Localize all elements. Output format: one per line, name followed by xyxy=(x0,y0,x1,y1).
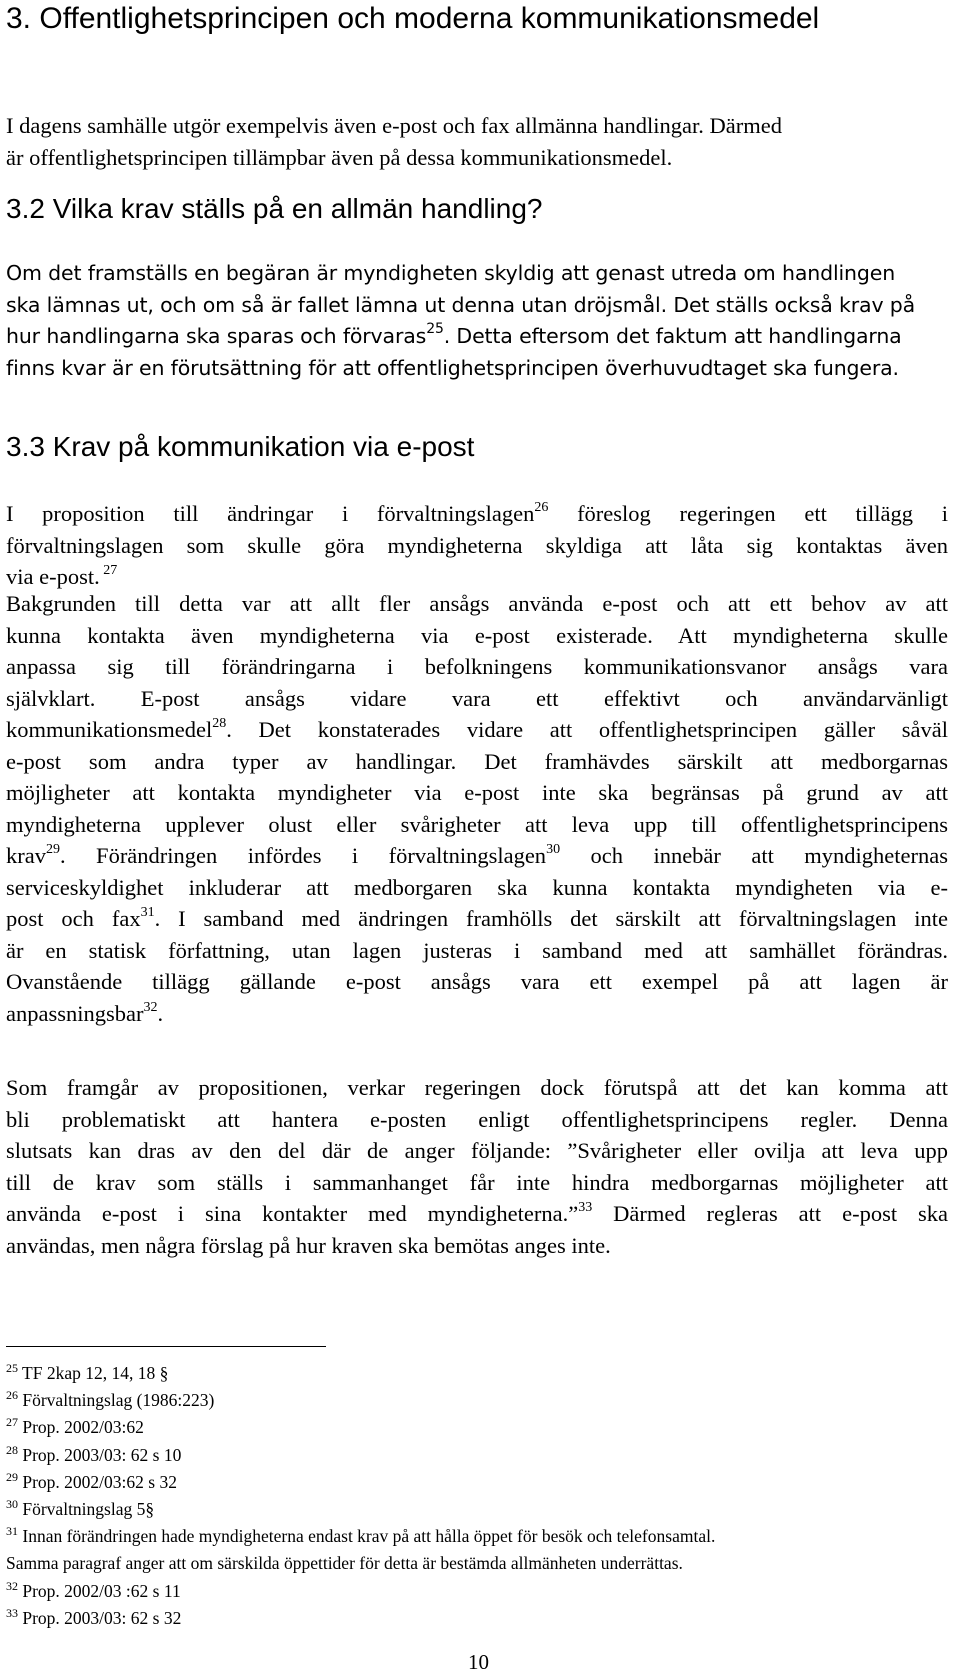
paragraph-line: Som framgår av propositionen, verkar regeringen dock förutspå att det kan komma att xyxy=(6,1075,948,1100)
paragraph-line: finns kvar är en förutsättning för att offentlighetsprincipen överhuvudtaget ska fungera. xyxy=(6,355,899,380)
footnote-text: Prop. 2002/03:62 xyxy=(18,1417,144,1438)
footnote-ref-33[interactable]: 33 xyxy=(578,1200,593,1215)
footnote-number: 25 xyxy=(6,1361,18,1375)
footnote-text: Prop. 2002/03:62 s 32 xyxy=(18,1471,177,1492)
text-run: . Detta eftersom det faktum att handlingarna xyxy=(443,324,902,348)
footnote-ref-32[interactable]: 32 xyxy=(143,999,158,1015)
section-3-3-paragraph-3 xyxy=(6,1072,948,1261)
paragraph-line: Bakgrunden till detta var att allt fler ansågs använda e-post och att ett behov av att xyxy=(6,591,948,616)
paragraph-line xyxy=(6,714,948,746)
footnote-item xyxy=(6,1442,946,1469)
footnote-ref-25[interactable]: 25 xyxy=(426,321,444,337)
footnote-separator xyxy=(6,1346,326,1347)
intro-line: är offentlighetsprincipen tillämpbar även på dessa kommunikationsmedel. xyxy=(6,144,673,170)
footnote-number: 29 xyxy=(6,1469,18,1484)
paragraph-line: Ovanstående tillägg gällande e-post ansågs vara ett exempel på att lagen är xyxy=(6,969,948,994)
footnote-number: 26 xyxy=(6,1388,18,1403)
text-run: . Det konstaterades vidare att offentlighetsprincipen gäller såväl xyxy=(226,717,948,742)
footnote-text: Samma paragraf anger att om särskilda öppettider för detta är bestämda allmänheten underrättas. xyxy=(6,1553,683,1574)
chapter-heading: 3. Offentlighetsprincipen och moderna kommunikationsmedel xyxy=(6,2,820,35)
paragraph-line: användas, men några förslag på hur kraven ska bemötas anges inte. xyxy=(6,1232,611,1258)
intro-paragraph xyxy=(6,110,948,173)
paragraph-line: anpassa sig till förändringarna i befolkningens kommunikationsvanor ansågs vara xyxy=(6,654,948,679)
footnote-item xyxy=(6,1387,946,1414)
text-run: Det ställs också krav på xyxy=(666,292,916,317)
footnote-text: Förvaltningslag (1986:223) xyxy=(18,1390,215,1411)
footnote-item xyxy=(6,1605,946,1632)
footnote-item xyxy=(6,1578,946,1605)
footnote-item xyxy=(6,1414,946,1441)
paragraph-line xyxy=(6,840,948,872)
footnote-text: Förvaltningslag 5§ xyxy=(18,1499,155,1520)
footnote-number: 28 xyxy=(6,1442,18,1457)
paragraph-line xyxy=(6,290,948,322)
footnote-ref-30[interactable]: 30 xyxy=(546,842,561,857)
section-heading-3-3: 3.3 Krav på kommunikation via e-post xyxy=(6,431,475,462)
text-run: . xyxy=(157,1000,164,1026)
text-run: ska lämnas ut, och om så är fallet lämna ut denna utan dröjsmål. xyxy=(6,292,667,317)
paragraph-line: förvaltningslagen som skulle göra myndigheterna skyldiga att låta sig kontaktas även xyxy=(6,532,948,558)
paragraph-line xyxy=(6,321,948,353)
text-run: och innebär att myndigheternas xyxy=(560,843,948,868)
paragraph-line: till de krav som ställs i sammanhanget får inte hindra medborgarnas möjligheter att xyxy=(6,1169,948,1195)
paragraph-line xyxy=(6,498,948,530)
footnote-number: 31 xyxy=(6,1524,18,1539)
paragraph-line: möjligheter att kontakta myndigheter via e-post inte ska begränsas på grund av att xyxy=(6,780,948,805)
paragraph-line: kunna kontakta även myndigheterna via e-post existerade. Att myndigheterna skulle xyxy=(6,622,948,648)
footnote-ref-26[interactable]: 26 xyxy=(534,500,549,515)
footnote-number: 32 xyxy=(6,1578,18,1593)
footnote-number: 33 xyxy=(6,1605,18,1620)
paragraph-line: självklart. E-post ansågs vidare vara ett effektivt och användarvänligt xyxy=(6,685,948,711)
footnote-item xyxy=(6,1469,946,1496)
section-3-3-paragraph-1 xyxy=(6,498,948,593)
text-run: kommunikationsmedel xyxy=(6,717,213,742)
text-run: använda e-post i sina kontakter med myndigheterna.” xyxy=(6,1201,579,1226)
footnote-text: Prop. 2003/03: 62 s 32 xyxy=(18,1607,182,1628)
footnote-text: Prop. 2002/03 :62 s 11 xyxy=(18,1580,181,1601)
section-3-2-paragraph xyxy=(6,258,948,384)
footnote-text: Innan förändringen hade myndigheterna endast krav på att hålla öppet för besök och telefonsamtal. xyxy=(18,1526,716,1547)
text-run: anpassningsbar xyxy=(6,1000,144,1026)
text-run: post och fax xyxy=(6,906,141,931)
paragraph-line xyxy=(6,903,948,935)
footnote-text: Prop. 2003/03: 62 s 10 xyxy=(18,1444,182,1465)
intro-line: I dagens samhälle utgör exempelvis även e-post och fax allmänna handlingar. Därmed xyxy=(6,113,782,138)
footnote-item xyxy=(6,1523,946,1550)
footnote-text: TF 2kap 12, 14, 18 § xyxy=(18,1363,169,1383)
paragraph-line xyxy=(6,998,948,1030)
text-run: I proposition till ändringar i förvaltningslagen xyxy=(6,501,535,526)
footnote-ref-28[interactable]: 28 xyxy=(212,716,227,731)
footnote-ref-29[interactable]: 29 xyxy=(45,842,60,857)
text-run: hur handlingarna ska sparas och förvaras xyxy=(6,324,427,348)
paragraph-line: e-post som andra typer av handlingar. Det framhävdes särskilt att medborgarnas xyxy=(6,748,948,774)
footnote-number: 30 xyxy=(6,1497,18,1512)
text-run: . Förändringen infördes i förvaltningslagen xyxy=(59,843,547,868)
footnote-number: 27 xyxy=(6,1415,18,1430)
text-run: krav xyxy=(6,843,46,868)
paragraph-line: Om det framställs en begäran är myndigheten skyldig att genast utreda om handlingen xyxy=(6,261,896,285)
section-3-3-paragraph-2 xyxy=(6,588,948,1029)
paragraph-line: är en statisk författning, utan lagen justeras i samband med att samhället förändras. xyxy=(6,937,948,963)
paragraph-line: slutsats kan dras av den del där de anger följande: ”Svårigheter eller ovilja att leva upp xyxy=(6,1138,948,1163)
text-run: via e-post. xyxy=(6,564,100,589)
footnote-ref-31[interactable]: 31 xyxy=(140,905,155,920)
paragraph-line: bli problematiskt att hantera e-posten enligt offentlighetsprincipens regler. Denna xyxy=(6,1106,948,1132)
footnotes xyxy=(6,1360,946,1632)
paragraph-line xyxy=(6,1198,948,1230)
text-run: Därmed regleras att e-post ska xyxy=(592,1201,948,1226)
footnote-item xyxy=(6,1360,946,1387)
paragraph-line: serviceskyldighet inkluderar att medborgaren ska kunna kontakta myndigheten via e- xyxy=(6,874,948,900)
footnote-item xyxy=(6,1496,946,1523)
section-heading-3-2: 3.2 Vilka krav ställs på en allmän handling? xyxy=(6,193,543,224)
text-run: . I samband med ändringen framhölls det särskilt att förvaltningslagen inte xyxy=(154,906,948,931)
paragraph-line: myndigheterna upplever olust eller svårigheter att leva upp till offentlighetsprincipens xyxy=(6,811,948,837)
page-number: 10 xyxy=(468,1650,489,1674)
footnote-ref-27[interactable]: 27 xyxy=(99,563,118,578)
footnote-item xyxy=(6,1550,946,1577)
text-run: föreslog regeringen ett tillägg i xyxy=(548,501,948,526)
